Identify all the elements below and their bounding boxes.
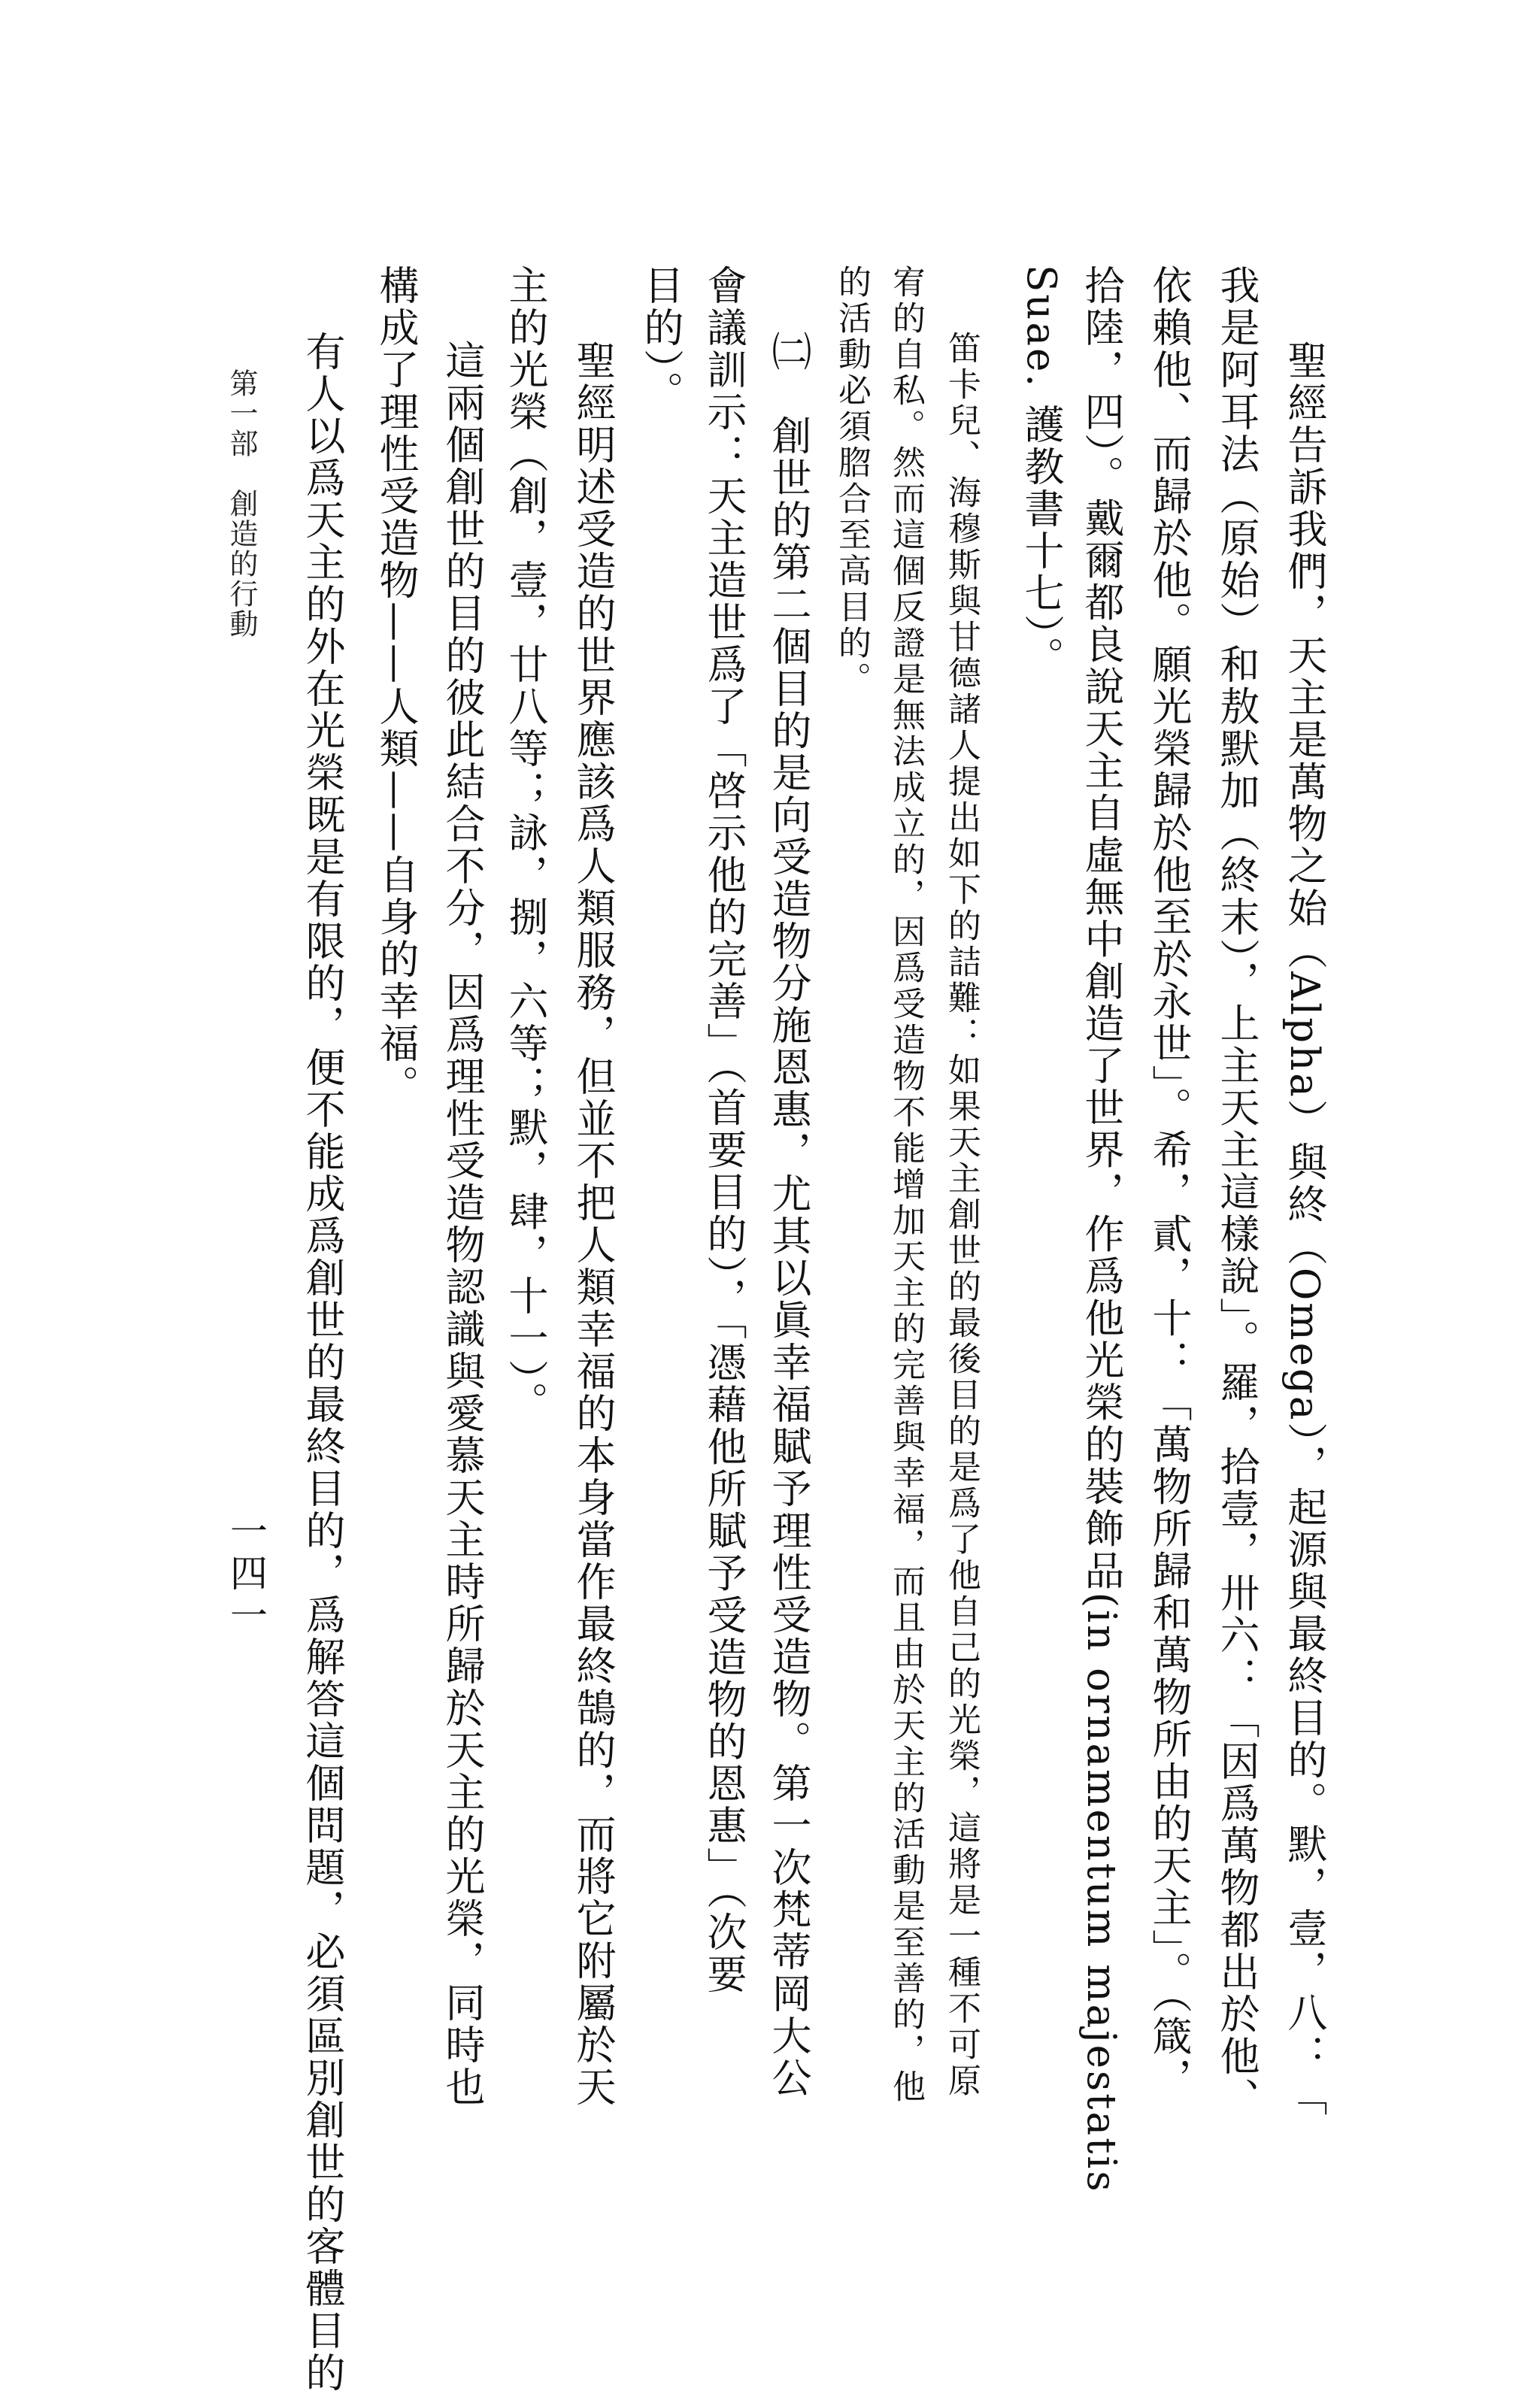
text-column-12: 聖經明述受造的世界應該爲人類服務，但並不把人類幸福的本身當作最終鵠的，而將它附屬於天: [570, 340, 616, 2108]
running-footer: 第一部 創造的行動: [225, 368, 258, 639]
text-column-5: Suae. 護教書十七）。: [1018, 265, 1064, 679]
page-number: 一四一: [224, 1511, 268, 1638]
text-column-2: 我是阿耳法（原始）和敖默加（終末），上主天主這樣說」。羅，拾壹，卅六：「因爲萬物都出於他、: [1214, 265, 1260, 2120]
text-column-4: 拾陸，四）。戴爾都良說天主自虛無中創造了世界，作爲他光榮的裝飾品(in ornamentum majestatis: [1078, 265, 1124, 2194]
text-column-7: 宥的自私。然而這個反證是無法成立的，因爲受造物不能增加天主的完善與幸福，而且由於天主的活動是至善的，他: [887, 265, 925, 2105]
text-column-8: 的活動必須脗合至高目的。: [832, 265, 871, 698]
text-column-9: ㈡ 創世的第二個目的是向受造物分施恩惠，尤其以眞幸福賦予理性受造物。第一次梵蒂岡大公: [765, 331, 811, 2099]
text-column-6: 笛卡兒、海穆斯與甘德諸人提出如下的詰難：如果天主創世的最後目的是爲了他自己的光榮，這將是一種不可原: [942, 331, 981, 2099]
text-column-15: 構成了理性受造物——人類——自身的幸福。: [373, 265, 419, 1107]
text-column-13: 主的光榮（創，壹，廿八等；詠，捌，六等；默，肆，十一）。: [502, 265, 548, 1424]
text-column-14: 這兩個創世的目的彼此結合不分，因爲理性受造物認識與愛慕天主時所歸於天主的光榮，同時也: [439, 340, 485, 2108]
text-column-1: 聖經告訴我們，天主是萬物之始（Alpha）與終（Omega），起源與最終目的。默，壹，八：「: [1281, 340, 1327, 2118]
text-column-3: 依賴他、而歸於他。願光榮歸於他至於永世」。希，貳，十：「萬物所歸和萬物所由的天主」。（箴，: [1146, 265, 1192, 2100]
text-column-16: 有人以爲天主的外在光榮既是有限的，便不能成爲創世的最終目的，爲解答這個問題，必須區別創世的客體目的: [299, 331, 345, 2394]
text-column-11: 目的）。: [638, 265, 684, 414]
text-column-10: 會議訓示：天主造世爲了「啓示他的完善」（首要目的），「憑藉他所賦予受造物的恩惠」（次要: [701, 265, 747, 1996]
